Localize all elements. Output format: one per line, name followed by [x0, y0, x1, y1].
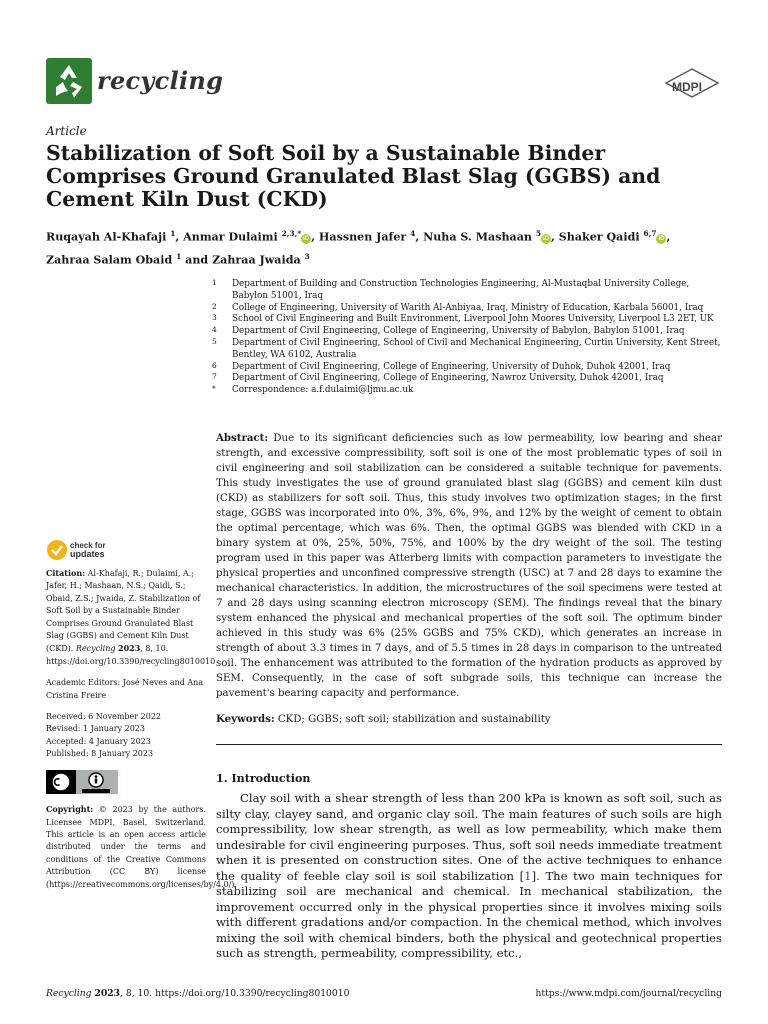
- author-separator: ,: [175, 230, 184, 244]
- affiliation-text: School of Civil Engineering and Built Environment, Liverpool John Moores University, Liverpool L3 2ET, UK: [232, 314, 714, 325]
- author-affiliation-mark: 1: [176, 251, 182, 261]
- article-type: Article: [46, 124, 87, 138]
- academic-editors: Academic Editors: José Neves and Ana Cristina Freire: [46, 678, 204, 700]
- check-for-updates-link[interactable]: [70, 541, 106, 559]
- dates-block: [46, 711, 206, 761]
- footer-year: 2023: [94, 988, 121, 999]
- citation-volume-doi[interactable]: , 8, 10. https://doi.org/10.3390/recycling8010010: [46, 644, 216, 666]
- keywords: [216, 712, 722, 727]
- section-divider: [216, 744, 722, 745]
- received-date: Received: 6 November 2022: [46, 712, 162, 722]
- revised-date: Revised: 1 January 2023: [46, 724, 145, 734]
- affiliation-text[interactable]: Correspondence: a.f.dulaimi@ljmu.ac.uk: [232, 385, 414, 396]
- abstract-text: Due to its significant deficiencies such as low permeability, low bearing and shear strength, and excessive compressibility, soft soil is one of the most problematic types of soil in civil engineering and soil stabilization can be considered a suitable technique for pavements. This study investigates the use of ground granulated blast slag (GGBS) and cement kiln dust (CKD) as stabilizers for soft soil. Thus, this study involves two optimization stages; in the first stage, GGBS was incorporated into 0%, 3%, 6%, 9%, and 12% by the weight of cement to obtain the optimal percentage, which was 6%. Then, the optimal GGBS was blended with CKD in a binary system at 0%, 25%, 50%, 75%, and 100% by the dry weight of the soil. The testing program used in this paper was Atterberg limits with compaction parameters to investigate the physical properties and unconfined compressive strength (USC) at 7 and 28 days to examine the mechanical characteristics. In addition, the microstructures of the soil specimens were tested at 7 and 28 days using scanning electron microscopy (SEM). The findings reveal that the binary system enhanced the physical and mechanical properties of the soft soil. The optimum binder achieved in this study was 6% (25% GGBS and 75% CKD), which generates an increase in strength of about 3.3 times in 7 days, and of 5.5 times in 28 days in comparison to the untreated soil. The enhancement was attributed to the formation of the hydration products as approved by SEM. Consequently, in the case of soft subgrade soils, this technique can increase the pavement's bearing capacity and performance.: [216, 433, 722, 699]
- author-separator: and: [181, 253, 213, 267]
- keywords-label: Keywords:: [216, 713, 275, 725]
- citation-block: [46, 567, 216, 668]
- affiliation-item: [212, 303, 726, 315]
- publisher-name: MDPI: [672, 80, 702, 94]
- author-name: Shaker Qaidi: [558, 230, 640, 244]
- author-name: Zahraa Jwaida: [212, 253, 301, 267]
- affiliation-text: College of Engineering, University of Warith Al-Anbiyaa, Iraq, Ministry of Education, Karbala 56001, Iraq: [232, 302, 704, 313]
- author-separator: ,: [311, 230, 319, 244]
- check-for-updates-icon[interactable]: [46, 539, 68, 561]
- affiliation-item: [212, 338, 726, 362]
- intro-text-part-2: ]. The two main techniques for stabilizing soil are mechanical and chemical. In mechanical stabilization, the improvement occurred only in the physical properties since it involves mixing soils with different gradations and/or compaction. In the chemical method, which involves mixing the soil with chemical binders, both the physical and geotechnical properties such as strength, permeability, compressibility, etc.,: [216, 868, 722, 960]
- affiliation-text: Department of Civil Engineering, School of Civil and Mechanical Engineering, Curtin University, Kent Street, Bentley, WA 6102, Australia: [232, 337, 721, 360]
- affiliation-text: Department of Civil Engineering, College of Engineering, Nawroz University, Duhok 42001, Iraq: [232, 373, 664, 384]
- author-name: Zahraa Salam Obaid: [46, 253, 173, 267]
- affiliation-item: [212, 385, 726, 397]
- affiliation-list: [212, 279, 726, 397]
- abstract: [216, 431, 722, 701]
- affiliation-mark: 4: [212, 325, 217, 335]
- journal-name: recycling: [97, 66, 224, 95]
- affiliation-item: [212, 314, 726, 326]
- orcid-icon[interactable]: iD: [658, 235, 665, 242]
- affiliation-text: Department of Civil Engineering, College of Engineering, University of Duhok, Duhok 42001, Iraq: [232, 361, 671, 372]
- affiliation-mark: 6: [212, 360, 217, 370]
- intro-text-part-1: Clay soil with a shear strength of less than 200 kPa is known as soft soil, such as silty clay, clayey sand, and organic clay soil. The main features of such soils are high compressibility, low shear strength, as well as low permeability, which make them undesirable for civil engineering purposes. Thus, soft soil needs immediate treatment when it is presented on construction sites. One of the active techniques to enhance the quality of feeble clay soil is soil stabilization [: [216, 791, 722, 883]
- affiliation-mark: 5: [212, 336, 217, 346]
- affiliation-item: [212, 279, 726, 303]
- introduction-text: [216, 791, 722, 962]
- check-updates-line-1: check for: [70, 541, 106, 550]
- author-affiliation-mark: 6,7: [643, 229, 657, 238]
- citation-year: 2023: [118, 643, 141, 654]
- abstract-label: Abstract:: [216, 432, 269, 444]
- orcid-icon[interactable]: iD: [303, 235, 310, 242]
- footer-journal: Recycling: [46, 988, 92, 999]
- author-name: Anmar Dulaimi: [183, 230, 278, 244]
- affiliation-item: [212, 362, 726, 374]
- author-affiliation-mark: 5: [535, 229, 542, 238]
- orcid-icon[interactable]: iD: [543, 235, 550, 242]
- affiliation-mark: 2: [212, 301, 217, 311]
- author-affiliation-mark: 2,3,*: [281, 229, 302, 238]
- citation-text: Al-Khafaji, R.; Dulaimi, A.; Jafer, H.; Mashaan, N.S.; Qaidi, S.; Obaid, Z.S.; Jwaida, Z. Stabilization of Soft Soil by a Sustainable Binder Comprises Ground Granulated Blast Slag (GGBS) and Cement Kiln Dust (CKD).: [46, 569, 201, 654]
- affiliation-mark: *: [212, 384, 216, 394]
- author-separator: ,: [415, 230, 424, 244]
- author-affiliation-mark: 4: [410, 229, 416, 238]
- affiliation-item: [212, 326, 726, 338]
- published-date: Published: 8 January 2023: [46, 749, 154, 759]
- citation-label: Citation:: [46, 568, 86, 578]
- introduction-heading: 1. Introduction: [216, 772, 311, 785]
- article-title: Stabilization of Soft Soil by a Sustainable Binder Comprises Ground Granulated Blast Slag (GGBS) and Cement Kiln Dust (CKD): [46, 141, 661, 211]
- citation-link[interactable]: 1: [524, 868, 532, 883]
- copyright-text: © 2023 by the authors. Licensee MDPI, Basel, Switzerland. This article is an open access article distributed under the terms and conditions of the Creative Commons Attribution (CC BY) license (https://creativecommons.org/licenses/by/4.0/).: [46, 805, 237, 889]
- cc-by-license-icon[interactable]: [46, 770, 118, 794]
- author-affiliation-mark: 1: [170, 229, 176, 238]
- affiliation-mark: 7: [212, 372, 217, 382]
- author-name: Ruqayah Al-Khafaji: [46, 230, 167, 244]
- check-updates-line-2: updates: [70, 549, 105, 559]
- author-affiliation-mark: 3: [304, 251, 310, 261]
- copyright-block: [46, 803, 237, 891]
- sidebar: [46, 567, 237, 900]
- affiliation-text: Department of Civil Engineering, College of Engineering, University of Babylon, Babylon 51001, Iraq: [232, 326, 685, 337]
- affiliation-text: Department of Building and Construction Technologies Engineering, Al-Mustaqbal University College, Babylon 51001, Iraq: [232, 279, 690, 301]
- copyright-label: Copyright:: [46, 804, 94, 815]
- footer-journal-url[interactable]: https://www.mdpi.com/journal/recycling: [535, 988, 722, 999]
- accepted-date: Accepted: 4 January 2023: [46, 736, 151, 746]
- author-name: Nuha S. Mashaan: [423, 230, 532, 244]
- author-separator: ,: [551, 230, 559, 244]
- author-list: [46, 224, 726, 269]
- affiliation-mark: 1: [212, 278, 217, 287]
- footer-citation: [46, 988, 349, 999]
- author-separator: ,: [666, 230, 671, 244]
- footer-doi[interactable]: , 8, 10. https://doi.org/10.3390/recycling8010010: [120, 988, 350, 999]
- citation-journal: Recycling: [75, 644, 116, 654]
- keywords-text: CKD; GGBS; soft soil; stabilization and sustainability: [277, 714, 551, 725]
- affiliation-item: [212, 373, 726, 385]
- affiliation-mark: 3: [212, 313, 217, 323]
- recycling-logo-icon: [46, 58, 92, 104]
- author-name: Hassnen Jafer: [318, 230, 407, 244]
